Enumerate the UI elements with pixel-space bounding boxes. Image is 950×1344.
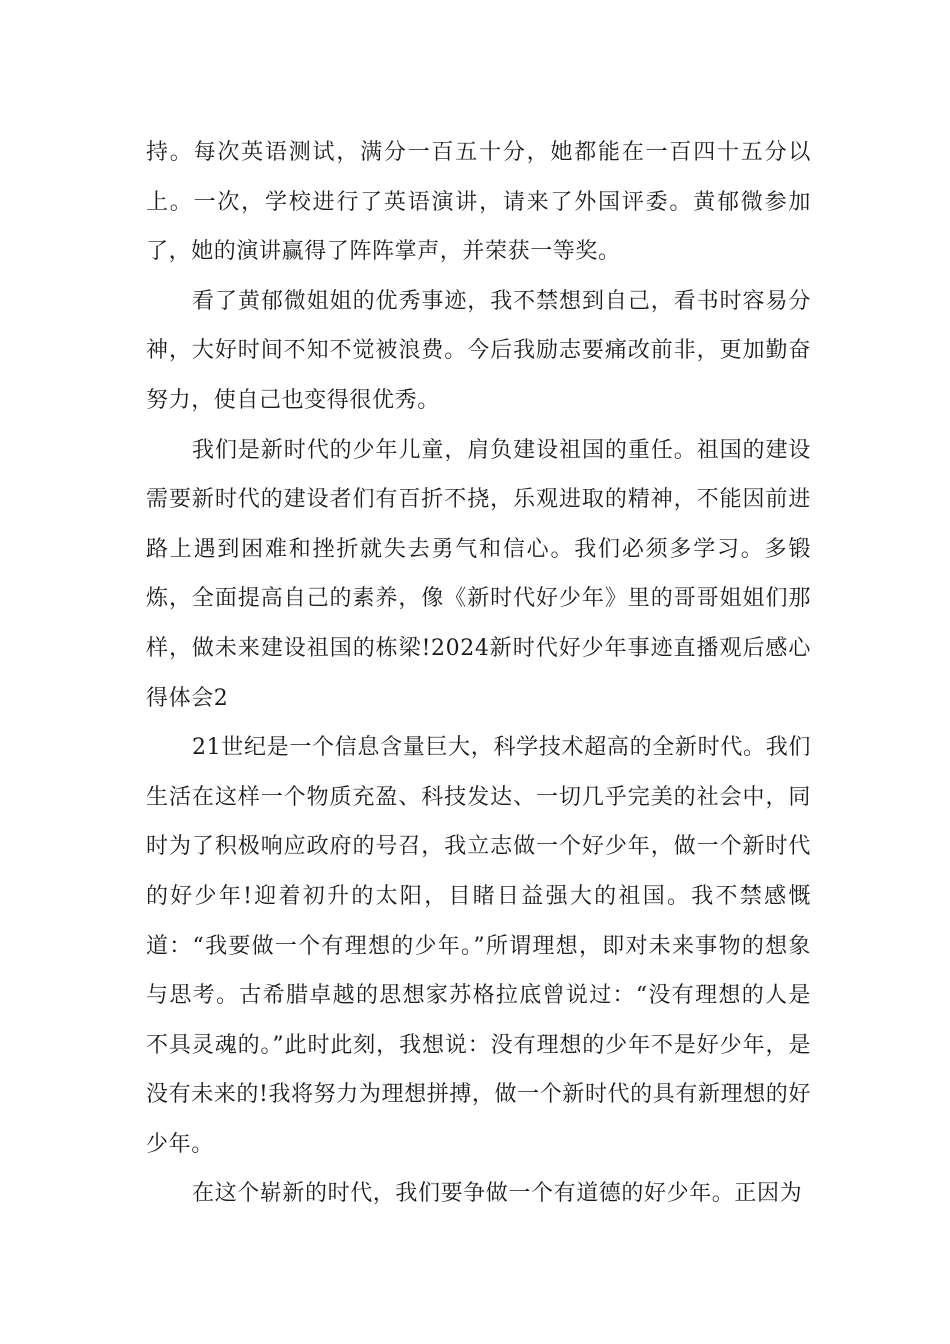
paragraph-5: 在这个崭新的时代，我们要争做一个有道德的好少年。正因为 [192,1181,803,1207]
paragraph-3: 我们是新时代的少年儿童，肩负建设祖国的重任。祖国的建设需要新时代的建设者们有百折不挠，乐观进取的精神，不能因前进路上遇到困难和挫折就失去勇气和信心。我们必须多学习。多锻炼，全面提高自己的素养，像《新时代好少年》里的哥哥姐姐们那样，做未来建设祖国的栋梁!2024新时代好少年事迹直播观后感心得体会2 [146,437,811,711]
document-body [146,128,811,1219]
paragraph-1: 持。每次英语测试，满分一百五十分，她都能在一百四十五分以上。一次，学校进行了英语演讲，请来了外国评委。黄郁微参加了，她的演讲赢得了阵阵掌声，并荣获一等奖。 [146,140,811,265]
paragraph-2: 看了黄郁微姐姐的优秀事迹，我不禁想到自己，看书时容易分神，大好时间不知不觉被浪费。今后我励志要痛改前非，更加勤奋努力，使自己也变得很优秀。 [146,288,811,413]
paragraph-4: 21世纪是一个信息含量巨大，科学技术超高的全新时代。我们生活在这样一个物质充盈、科技发达、一切几乎完美的社会中，同时为了积极响应政府的号召，我立志做一个好少年，做一个新时代的好少年!迎着初升的太阳，目睹日益强大的祖国。我不禁感慨道：“我要做一个有理想的少年。”所谓理想，即对未来事物的想象与思考。古希腊卓越的思想家苏格拉底曾说过：“没有理想的人是不具灵魂的。”此时此刻，我想说：没有理想的少年不是好少年，是没有未来的!我将努力为理想拼搏，做一个新时代的具有新理想的好少年。 [146,735,811,1157]
